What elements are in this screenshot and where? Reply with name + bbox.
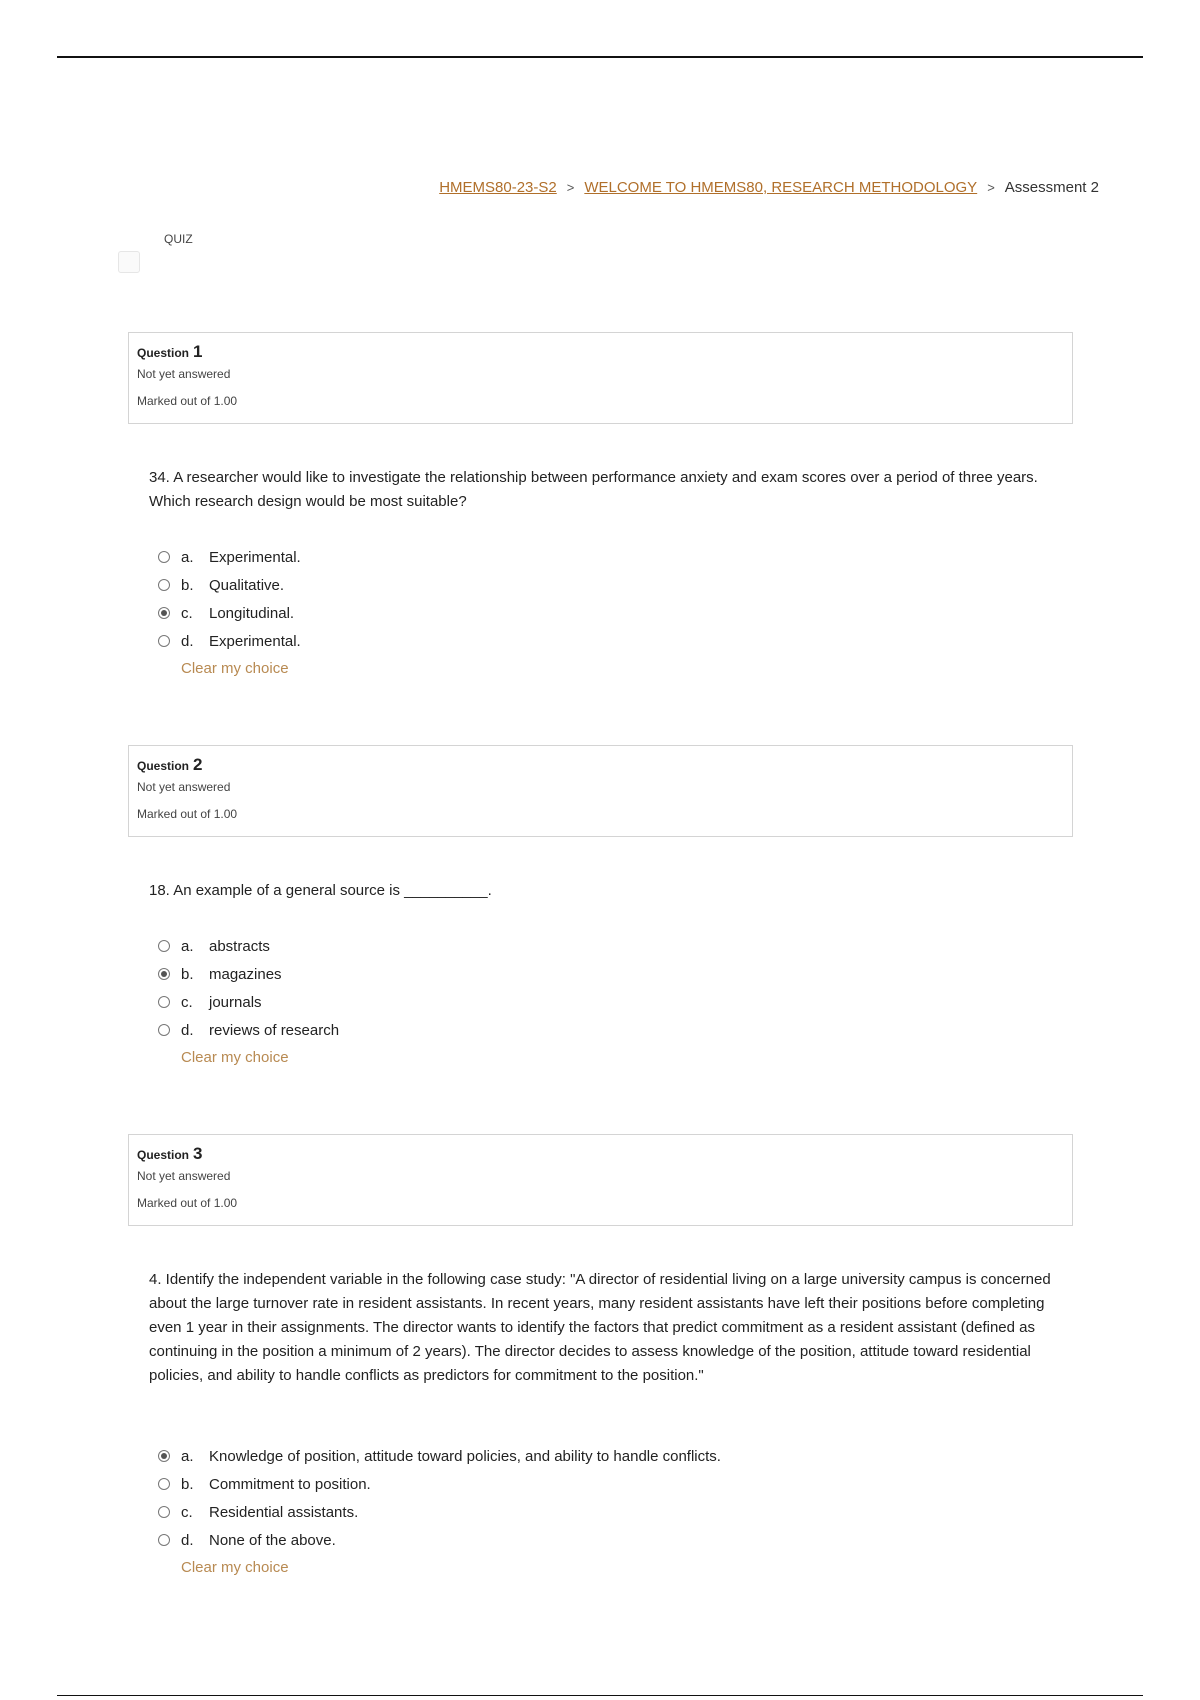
radio-button[interactable] bbox=[158, 996, 170, 1008]
question-mark: Marked out of 1.00 bbox=[137, 394, 238, 408]
question-info-3 bbox=[128, 1134, 1073, 1226]
radio-button[interactable] bbox=[158, 940, 170, 952]
question-number: 2 bbox=[193, 755, 203, 774]
answer-option[interactable]: d. None of the above. bbox=[158, 1526, 721, 1554]
radio-button[interactable] bbox=[158, 579, 170, 591]
radio-button[interactable] bbox=[158, 607, 170, 619]
question-title: Question 1 bbox=[137, 342, 203, 361]
clear-choice-link[interactable]: Clear my choice bbox=[181, 660, 289, 677]
question-text-2: 18. An example of a general source is __________. bbox=[149, 882, 492, 899]
radio-button[interactable] bbox=[158, 968, 170, 980]
breadcrumb bbox=[439, 179, 1099, 196]
chevron-right-icon: > bbox=[566, 180, 575, 195]
breadcrumb-current: Assessment 2 bbox=[1004, 179, 1099, 196]
question-info-2 bbox=[128, 745, 1073, 837]
answer-options-1 bbox=[158, 543, 301, 677]
radio-button[interactable] bbox=[158, 635, 170, 647]
bottom-rule bbox=[57, 1695, 1143, 1696]
answer-option[interactable]: d. Experimental. bbox=[158, 627, 301, 655]
answer-option[interactable]: b. Qualitative. bbox=[158, 571, 301, 599]
answer-options-3 bbox=[158, 1442, 721, 1576]
radio-button[interactable] bbox=[158, 1506, 170, 1518]
question-number: 1 bbox=[193, 342, 203, 361]
quiz-icon bbox=[118, 251, 140, 273]
answer-option[interactable]: d. reviews of research bbox=[158, 1016, 339, 1044]
chevron-right-icon: > bbox=[987, 180, 995, 195]
question-title: Question 3 bbox=[137, 1144, 203, 1163]
answer-option[interactable]: b. Commitment to position. bbox=[158, 1470, 721, 1498]
answer-option[interactable]: a. abstracts bbox=[158, 932, 339, 960]
answer-option[interactable]: a. Experimental. bbox=[158, 543, 301, 571]
answer-option[interactable]: c. Longitudinal. bbox=[158, 599, 301, 627]
answer-option[interactable]: c. Residential assistants. bbox=[158, 1498, 721, 1526]
answer-options-2 bbox=[158, 932, 339, 1066]
breadcrumb-course-link[interactable]: HMEMS80-23-S2 bbox=[439, 179, 557, 196]
radio-button[interactable] bbox=[158, 1478, 170, 1490]
quiz-label: QUIZ bbox=[164, 232, 193, 246]
question-status: Not yet answered bbox=[137, 780, 231, 794]
question-status: Not yet answered bbox=[137, 1169, 231, 1183]
question-mark: Marked out of 1.00 bbox=[137, 807, 238, 821]
answer-option[interactable]: b. magazines bbox=[158, 960, 339, 988]
clear-choice-link[interactable]: Clear my choice bbox=[181, 1559, 289, 1576]
radio-button[interactable] bbox=[158, 1534, 170, 1546]
answer-option[interactable]: c. journals bbox=[158, 988, 339, 1016]
question-title: Question 2 bbox=[137, 755, 203, 774]
breadcrumb-section-link[interactable]: WELCOME TO HMEMS80, RESEARCH METHODOLOGY bbox=[584, 179, 978, 196]
question-number: 3 bbox=[193, 1144, 203, 1163]
radio-button[interactable] bbox=[158, 1450, 170, 1462]
clear-choice-link[interactable]: Clear my choice bbox=[181, 1049, 289, 1066]
top-rule bbox=[57, 56, 1143, 58]
question-text-1: 34. A researcher would like to investigate the relationship between performance anxiety and exam scores over a period of three years. Which research design would be most suitable? bbox=[149, 469, 1038, 510]
question-text-3: 4. Identify the independent variable in the following case study: "A director of residential living on a large university campus is concerned about the large turnover rate in resident assistants. In recent years, many resident assistants have left their positions before completing even 1 year in their assignments. The director wants to identify the factors that predict commitment as a resident assistant (defined as continuing in the position a minimum of 2 years). The director decides to assess knowledge of the position, attitude toward residential policies, and ability to handle conflicts as predictors for commitment to the position." bbox=[149, 1271, 1051, 1384]
answer-option[interactable]: a. Knowledge of position, attitude toward policies, and ability to handle conflicts. bbox=[158, 1442, 721, 1470]
radio-button[interactable] bbox=[158, 551, 170, 563]
question-status: Not yet answered bbox=[137, 367, 231, 381]
radio-button[interactable] bbox=[158, 1024, 170, 1036]
question-info-1 bbox=[128, 332, 1073, 424]
question-mark: Marked out of 1.00 bbox=[137, 1196, 238, 1210]
